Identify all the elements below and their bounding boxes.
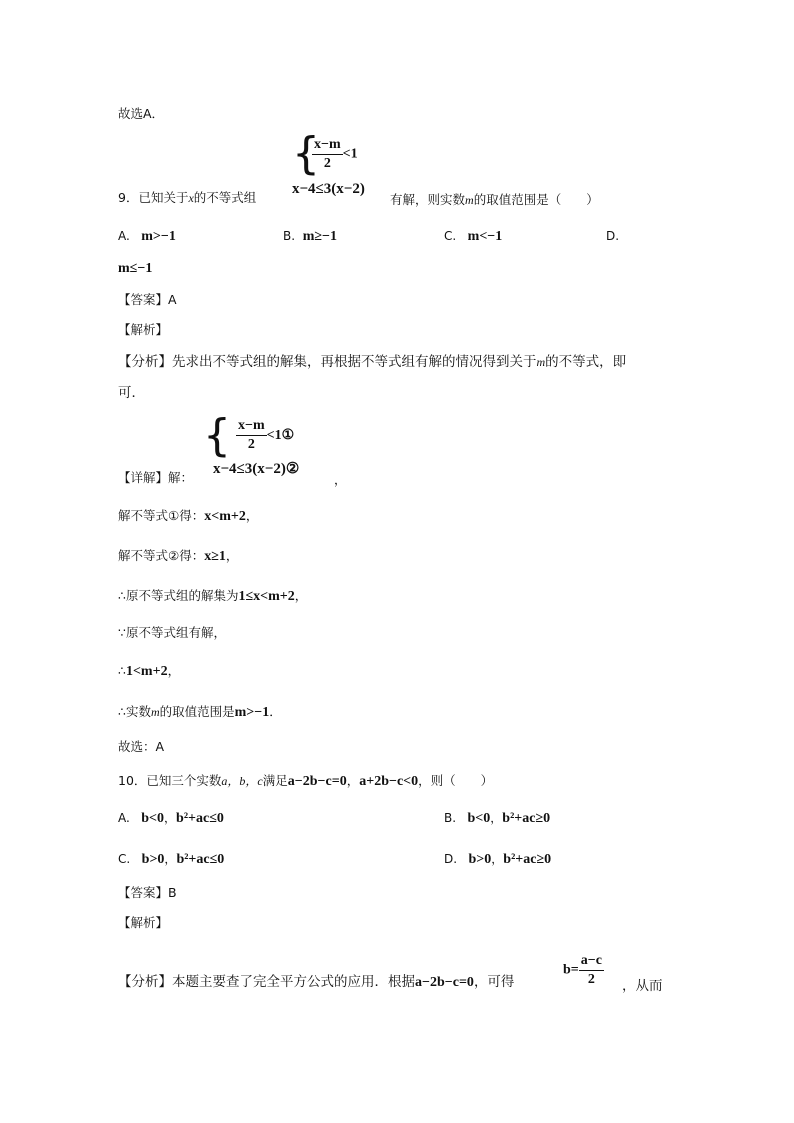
q9-option-c[interactable]: C. m<−1 [444,229,503,244]
q10-analysis-label: 【解析】 [118,915,169,930]
q9-option-d[interactable]: D. [606,229,620,243]
q9-analysis-line1: 【分析】先求出不等式组的解集，再根据不等式组有解的情况得到关于m的不等式，即 [118,354,627,370]
q9-inequality-2: x−4≤3(x−2) [292,181,365,197]
q9-option-b[interactable]: B. m≥−1 [283,229,338,244]
step-4: ∵原不等式组有解， [118,625,226,640]
detail-inequality-2: x−4≤3(x−2)② [213,461,300,477]
q10-option-a[interactable]: A. b<0，b²+ac≤0 [118,811,224,826]
step-6: ∴实数m的取值范围是m>−1． [118,704,282,720]
q10-analysis-line: 【分析】本题主要查了完全平方公式的应用．根据a−2b−c=0，可得 [118,974,515,990]
detail-inequality-1: $\frac{x-m}{2}$ <1① [238,418,295,452]
q10-analysis-end: ，从而 [622,978,663,994]
q10-b-fraction: b= $\frac{a-c}{2}$ [563,953,602,987]
q9-analysis-line2: 可． [118,385,145,401]
q9-stem-end: 有解，则实数m的取值范围是（ ） [390,192,599,207]
step-5: ∴1<m+2， [118,663,181,679]
q10-option-b[interactable]: B. b<0，b²+ac≥0 [444,811,551,826]
q9-option-a[interactable]: A. m>−1 [118,229,176,244]
previous-conclusion: 故选A． [118,106,165,121]
detail-comma: ， [334,472,347,487]
q10-option-d[interactable]: D. b>0，b²+ac≥0 [444,852,552,867]
q9-analysis-label: 【解析】 [118,322,169,337]
q9-answer: 【答案】A [118,292,177,307]
step-3: ∴原不等式组的解集为1≤x<m+2， [118,588,308,604]
step-2: 解不等式②得：x≥1， [118,548,239,564]
step-1: 解不等式①得：x<m+2， [118,508,259,524]
q10-answer: 【答案】B [118,885,177,900]
q9-inequality-1: $\frac{x-m}{2}$ <1 [314,137,358,171]
detail-system-brace: { [203,410,231,461]
q10-stem: 10．已知三个实数a，b，c满足a−2b−c=0，a+2b−c<0，则（ ） [118,773,494,789]
q9-stem: 9．已知关于x的不等式组 [118,190,257,205]
q9-option-d-expr: m≤−1 [118,261,153,276]
system-brace: { [292,128,320,179]
q9-conclusion: 故选：A [118,739,165,754]
q10-option-c[interactable]: C. b>0，b²+ac≤0 [118,852,225,867]
detail-label: 【详解】解： [118,470,194,485]
